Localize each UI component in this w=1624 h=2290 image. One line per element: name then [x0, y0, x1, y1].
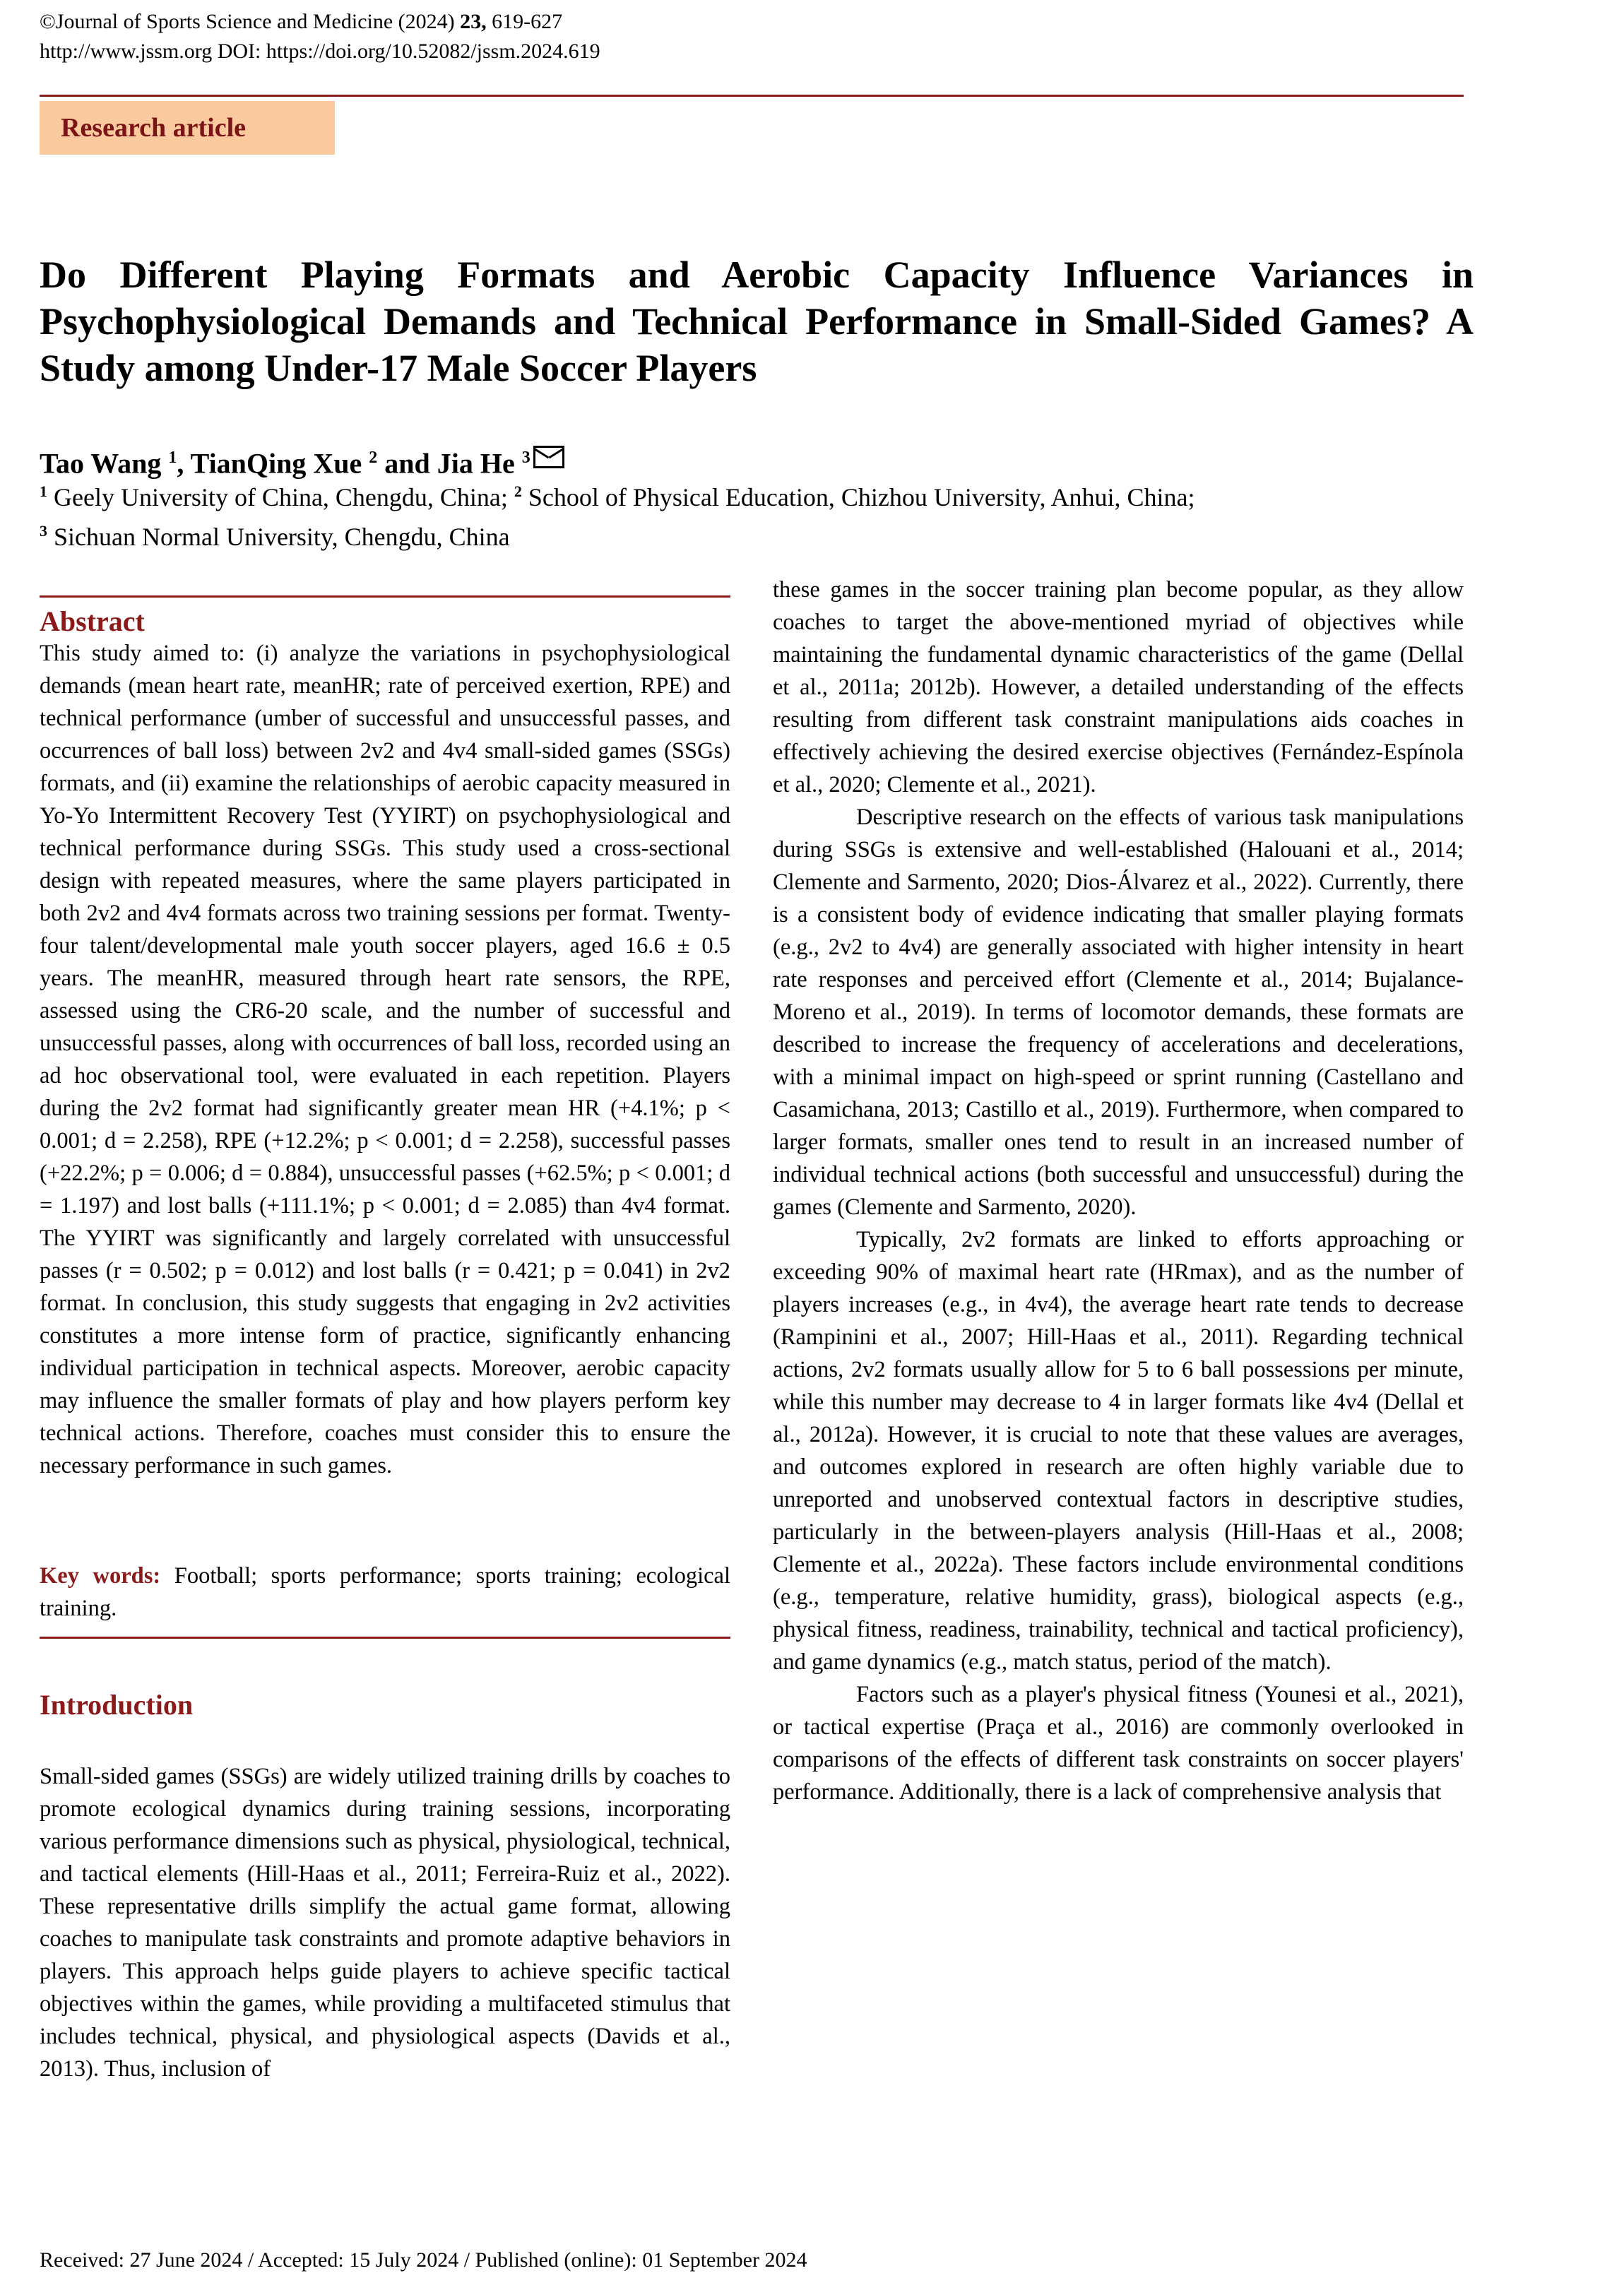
journal-volume: 23,: [460, 10, 487, 33]
affil-1: Geely University of China, Chengdu, China;: [47, 483, 514, 511]
paper-title: Do Different Playing Formats and Aerobic Capacity Influence Variances in Psychophysiological Demands and Technical Performance in Small-Sided Games? A Study among Under-17 Male Soccer Players: [40, 254, 1474, 389]
keywords-label: Key words:: [40, 1563, 161, 1589]
publication-dates: Received: 27 June 2024 / Accepted: 15 July 2024 / Published (online): 01 September 2024: [40, 2248, 807, 2272]
header-rule: [40, 95, 1464, 97]
journal-url-doi[interactable]: http://www.jssm.org DOI: https://doi.org/10.52082/jssm.2024.619: [40, 40, 600, 63]
abstract-text: This study aimed to: (i) analyze the variations in psychophysiological demands (mean heart rate, meanHR; rate of perceived exertion, RPE) and technical performance (umber of successful and unsuccessful passes, and occurrences of ball loss) between 2v2 and 4v4 small-sided games (SSGs) formats, and (ii) examine the relationships of aerobic capacity measured in Yo-Yo Intermittent Recovery Test (YYIRT) on psychophysiological and technical performance during SSGs. This study used a cross-sectional design with repeated measures, where the same players participated in both 2v2 and 4v4 formats across two training sessions per format. Twenty-four talent/developmental male youth soccer players, aged 16.6 ± 0.5 years. The meanHR, measured through heart rate sensors, the RPE, assessed using the CR6-20 scale, and the number of successful and unsuccessful passes, along with occurrences of ball loss, recorded using an ad hoc observational tool, were evaluated in each repetition. Players during the 2v2 format had significantly greater mean HR (+4.1%; p < 0.001; d = 2.258), RPE (+12.2%; p < 0.001; d = 2.258), successful passes (+22.2%; p = 0.006; d = 0.884), unsuccessful passes (+62.5%; p < 0.001; d = 1.197) and lost balls (+111.1%; p < 0.001; d = 2.085) than 4v4 format. The YYIRT was significantly and largely correlated with unsuccessful passes (r = 0.502; p = 0.012) and lost balls (r = 0.421; p = 0.041) in 2v2 format. In conclusion, this study suggests that engaging in 2v2 activities constitutes a more intense form of practice, significantly enhancing individual participation in technical aspects. Moreover, aerobic capacity may influence the smaller formats of play and how players perform key technical actions. Therefore, coaches must consider this to ensure the necessary performance in such games.: [40, 641, 730, 1478]
article-type-badge: [40, 101, 335, 155]
intro-paragraph-4: Factors such as a player's physical fitness (Younesi et al., 2021), or tactical expertise (Praça et al., 2016) are commonly overlooked in comparisons of the effects of different task constraints on soccer players' performance. Additionally, there is a lack of comprehensive analysis that: [773, 1682, 1464, 1805]
affiliations: [40, 475, 1474, 554]
affil-2-sup: 2: [514, 482, 522, 500]
abstract-bottom-rule: [40, 1637, 730, 1639]
intro-paragraph-3: Typically, 2v2 formats are linked to efforts approaching or exceeding 90% of maximal heart rate (HRmax), and as the number of players increases (e.g., in 4v4), the average heart rate tends to decrease (Rampinini et al., 2007; Hill-Haas et al., 2011). Regarding technical actions, 2v2 formats usually allow for 5 to 6 ball possessions per minute, while this number may decrease to 4 in larger formats like 4v4 (Dellal et al., 2012a). However, it is crucial to note that these values are averages, and outcomes explored in research are often highly variable due to unreported and unobserved contextual factors in descriptive studies, particularly in the between-players analysis (Hill-Haas et al., 2008; Clemente et al., 2022a). These factors include environmental conditions (e.g., temperature, relative humidity, grass), biological aspects (e.g., physical fitness, readiness, trainability, technical and tactical proficiency), and game dynamics (e.g., match status, period of the match).: [773, 1227, 1464, 1675]
author-3: and Jia He: [377, 447, 522, 480]
abstract-top-rule: [40, 595, 730, 598]
author-3-sup: 3: [521, 449, 531, 467]
abstract-body: [40, 637, 730, 1482]
introduction-right-col: [773, 574, 1464, 1808]
journal-citation: ©Journal of Sports Science and Medicine (2024): [40, 10, 461, 33]
author-2: , TianQing Xue: [177, 447, 369, 480]
journal-header: [40, 7, 600, 66]
intro-paragraph-1-cont: these games in the soccer training plan become popular, as they allow coaches to target the above-mentioned myriad of objectives while maintaining the fundamental dynamic characteristics of the game (Dellal et al., 2011a; 2012b). However, a detailed understanding of the effects resulting from different task constraint manipulations aids coaches in effectively achieving the desired exercise objectives (Fernández-Espínola et al., 2020; Clemente et al., 2021).: [773, 577, 1464, 797]
keywords-paragraph: [40, 1560, 730, 1625]
keywords-text: Football; sports performance; sports training; ecological training.: [40, 1563, 731, 1621]
abstract-heading: Abstract: [40, 605, 145, 637]
journal-pages: 619-627: [486, 10, 563, 33]
affil-3-sup: 3: [40, 522, 47, 540]
affil-1-sup: 1: [40, 482, 47, 500]
keywords: [40, 1560, 730, 1625]
affil-2: School of Physical Education, Chizhou University, Anhui, China;: [521, 483, 1195, 511]
article-type-label: Research article: [61, 113, 247, 143]
journal-citation-line: [40, 7, 600, 37]
intro-paragraph-1: Small-sided games (SSGs) are widely utilized training drills by coaches to promote ecological dynamics during training sessions, incorporating various performance dimensions such as physical, physiological, technical, and tactical elements (Hill-Haas et al., 2011; Ferreira-Ruiz et al., 2022). These representative drills simplify the actual game format, allowing coaches to manipulate task constraints and promote adaptive behaviors in players. This approach helps guide players to achieve specific tactical objectives within the games, while providing a multifaceted stimulus that includes technical, physical, and physiological aspects (Davids et al., 2013). Thus, inclusion of: [40, 1764, 730, 2082]
affil-3: Sichuan Normal University, Chengdu, China: [47, 523, 510, 551]
author-2-sup: 2: [369, 449, 378, 467]
author-1: Tao Wang: [40, 447, 169, 480]
introduction-left-col: [40, 1760, 730, 2085]
introduction-heading: Introduction: [40, 1689, 194, 1721]
author-1-sup: 1: [168, 449, 177, 467]
email-envelope-icon[interactable]: [533, 446, 564, 468]
intro-paragraph-2: Descriptive research on the effects of various task manipulations during SSGs is extensive and well-established (Halouani et al., 2014; Clemente and Sarmento, 2020; Dios-Álvarez et al., 2022). Currently, there is a consistent body of evidence indicating that smaller playing formats (e.g., 2v2 to 4v4) are generally associated with higher intensity in heart rate responses and perceived effort (Clemente et al., 2014; Bujalance-Moreno et al., 2019). In terms of locomotor demands, these formats are described to increase the frequency of accelerations and decelerations, with a minimal impact on high-speed or sprint running (Castellano and Casamichana, 2013; Castillo et al., 2019). Furthermore, when compared to larger formats, smaller ones tend to result in an increased number of individual technical actions (both successful and unsuccessful) during the games (Clemente and Sarmento, 2020).: [773, 805, 1464, 1220]
